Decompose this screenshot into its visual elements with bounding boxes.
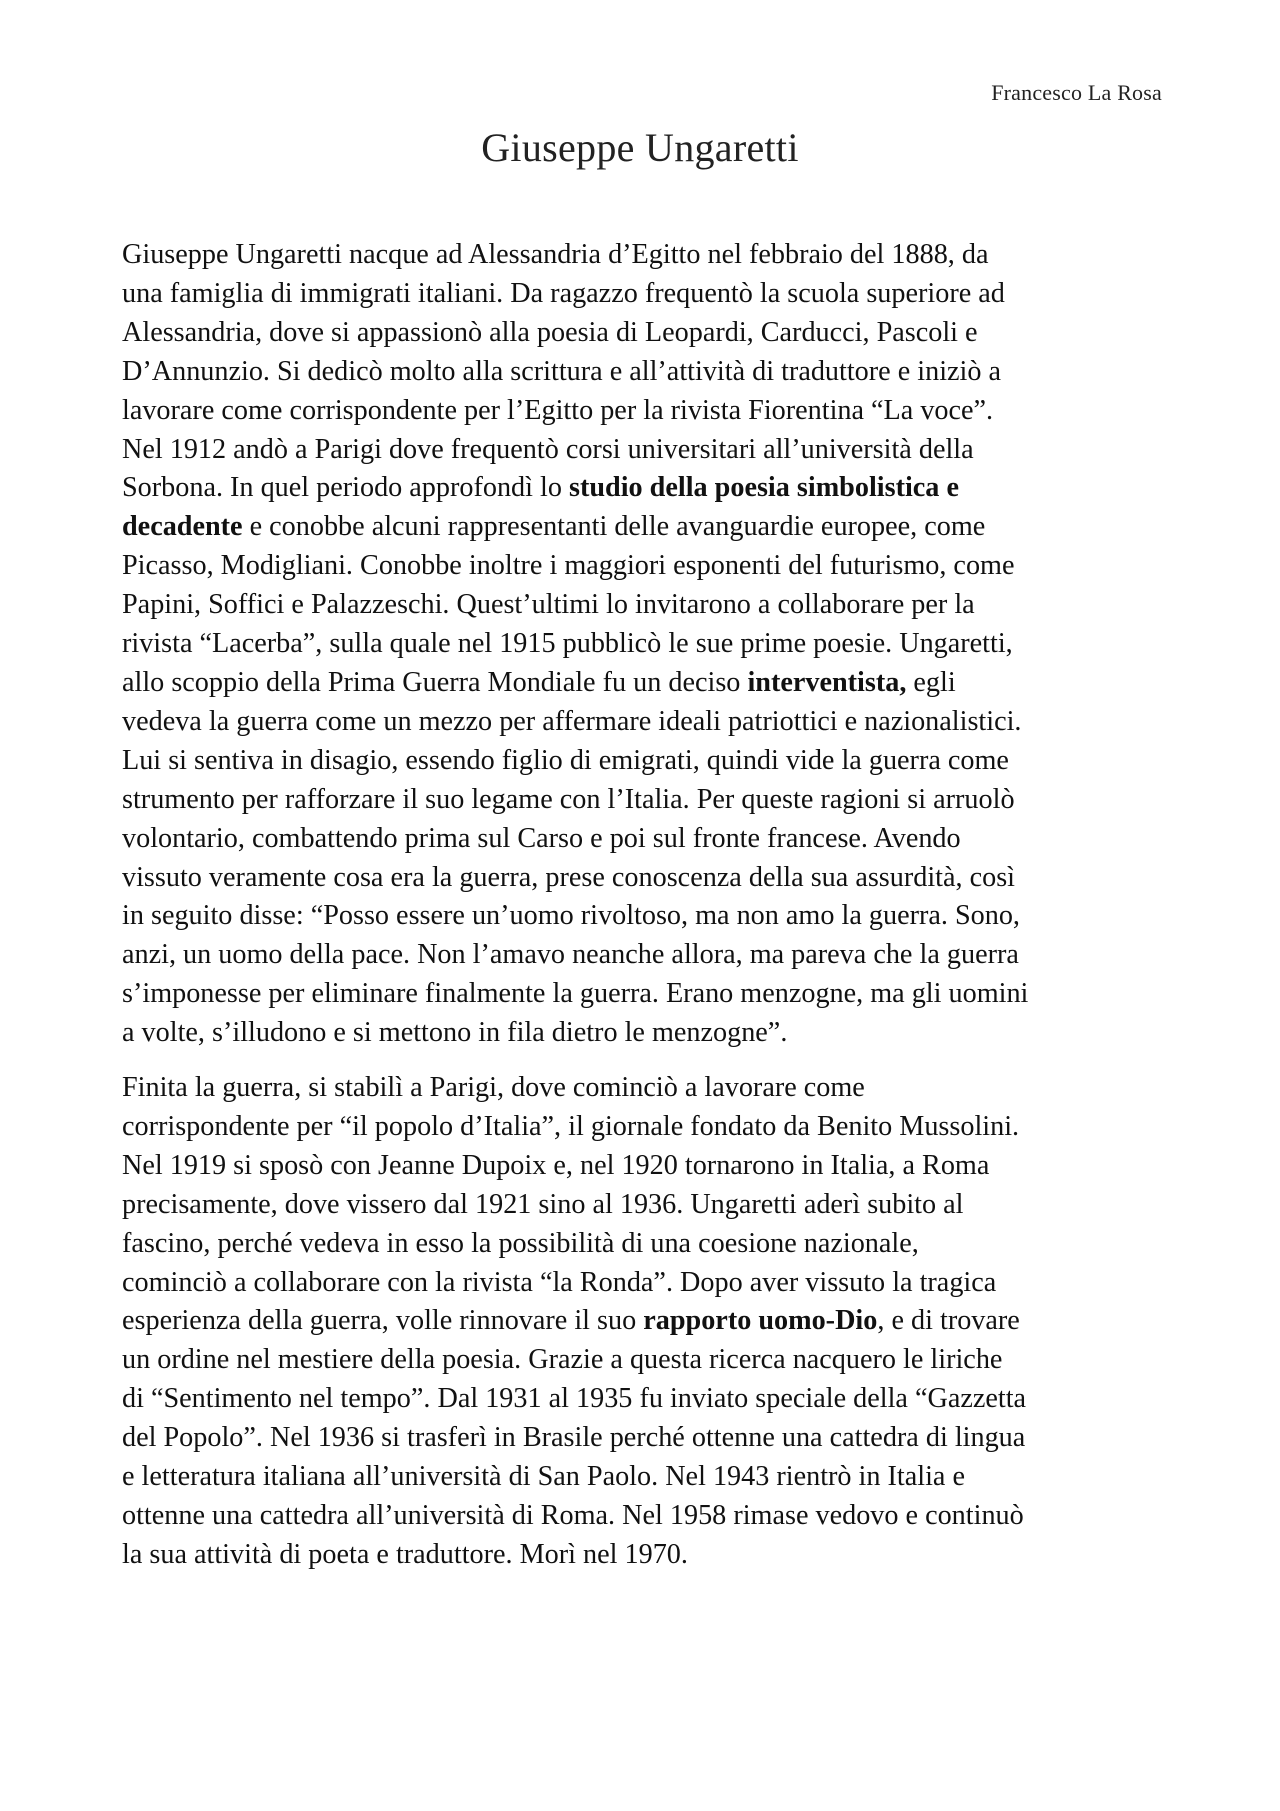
text-segment: Giuseppe Ungaretti nacque ad Alessandria d’Egitto nel febbraio del 1888, da	[122, 239, 989, 270]
author-name: Francesco La Rosa	[991, 80, 1162, 105]
bold-phrase: decadente	[122, 511, 243, 543]
text-line	[122, 859, 1172, 898]
bold-phrase: studio della poesia simbolistica e	[569, 472, 959, 504]
text-segment: , e di trovare	[877, 1305, 1020, 1337]
text-line	[122, 1497, 1172, 1536]
text-line	[122, 1536, 1172, 1575]
text-line	[122, 1380, 1172, 1419]
text-segment: vissuto veramente cosa era la guerra, prese conoscenza della sua assurdità, così	[122, 861, 1016, 893]
text-line	[122, 1186, 1172, 1225]
text-line	[122, 703, 1172, 742]
text-line	[122, 469, 1172, 508]
paragraph	[122, 236, 1172, 1053]
text-segment: Sorbona. In quel periodo approfondì lo	[122, 472, 569, 504]
text-segment: rivista “Lacerba”, sulla quale nel 1915 pubblicò le sue prime poesie. Ungaretti,	[122, 628, 1013, 660]
text-segment: Nel 1912 andò a Parigi dove frequentò corsi universitari all’università della	[122, 433, 974, 465]
text-segment: Nel 1919 si sposò con Jeanne Dupoix e, nel 1920 tornarono in Italia, a Roma	[122, 1149, 990, 1181]
text-segment: vedeva la guerra come un mezzo per affermare ideali patriottici e nazionalistici.	[122, 705, 1022, 737]
text-line	[122, 820, 1172, 859]
text-segment: D’Annunzio. Si dedicò molto alla scrittura e all’attività di traduttore e iniziò a	[122, 355, 1002, 387]
text-segment: una famiglia di immigrati italiani. Da ragazzo frequentò la scuola superiore ad	[122, 277, 1005, 309]
text-line	[122, 1225, 1172, 1264]
text-line	[122, 1014, 1172, 1053]
text-segment: corrispondente per “il popolo d’Italia”, il giornale fondato da Benito Mussolini.	[122, 1110, 1020, 1142]
text-segment: la sua attività di poeta e traduttore. Morì nel 1970.	[122, 1538, 688, 1570]
text-line	[122, 1264, 1172, 1303]
bold-phrase: interventista,	[747, 666, 907, 698]
text-line	[122, 664, 1172, 703]
text-segment: volontario, combattendo prima sul Carso e poi sul fronte francese. Avendo	[122, 822, 961, 854]
text-line	[122, 1458, 1172, 1497]
text-segment: Picasso, Modigliani. Conobbe inoltre i maggiori esponenti del futurismo, come	[122, 550, 1015, 582]
text-segment: di “Sentimento nel tempo”. Dal 1931 al 1935 fu inviato speciale della “Gazzetta	[122, 1383, 1027, 1415]
text-line	[122, 1302, 1172, 1341]
text-segment: anzi, un uomo della pace. Non l’amavo neanche allora, ma pareva che la guerra	[122, 939, 1019, 971]
text-segment: in seguito disse: “Posso essere un’uomo rivoltoso, ma non amo la guerra. Sono,	[122, 900, 1020, 932]
body-text	[122, 236, 1172, 1591]
text-segment: Finita la guerra, si stabilì a Parigi, dove cominciò a lavorare come	[122, 1072, 865, 1104]
text-segment: strumento per rafforzare il suo legame con l’Italia. Per queste ragioni si arruolò	[122, 783, 1015, 815]
text-line	[122, 1147, 1172, 1186]
text-line	[122, 625, 1172, 664]
text-segment: Alessandria, dove si appassionò alla poesia di Leopardi, Carducci, Pascoli e	[122, 316, 978, 348]
text-segment: Lui si sentiva in disagio, essendo figlio di emigrati, quindi vide la guerra come	[122, 744, 1009, 776]
text-line	[122, 975, 1172, 1014]
text-segment: cominciò a collaborare con la rivista “la Ronda”. Dopo aver vissuto la tragica	[122, 1266, 997, 1298]
text-line	[122, 586, 1172, 625]
text-segment: egli	[906, 666, 956, 698]
paragraph	[122, 1069, 1172, 1575]
text-segment: s’imponesse per eliminare finalmente la guerra. Erano menzogne, ma gli uomini	[122, 978, 1029, 1010]
text-line	[122, 392, 1172, 431]
text-line	[122, 275, 1172, 314]
text-line	[122, 781, 1172, 820]
text-segment: precisamente, dove vissero dal 1921 sino al 1936. Ungaretti aderì subito al	[122, 1188, 964, 1220]
text-segment: ottenne una cattedra all’università di Roma. Nel 1958 rimase vedovo e continuò	[122, 1500, 1024, 1531]
page-title: Giuseppe Ungaretti	[481, 125, 799, 170]
text-line	[122, 1069, 1172, 1108]
text-segment: e letteratura italiana all’università di San Paolo. Nel 1943 rientrò in Italia e	[122, 1461, 965, 1493]
text-line	[122, 314, 1172, 353]
text-line	[122, 1341, 1172, 1380]
text-line	[122, 1419, 1172, 1458]
text-segment: Papini, Soffici e Palazzeschi. Quest’ultimi lo invitarono a collaborare per la	[122, 589, 975, 621]
text-line	[122, 897, 1172, 936]
text-line	[122, 742, 1172, 781]
text-line	[122, 353, 1172, 392]
text-line	[122, 431, 1172, 470]
text-line	[122, 236, 1172, 275]
text-segment: a volte, s’illudono e si mettono in fila dietro le menzogne”.	[122, 1017, 788, 1049]
text-segment: lavorare come corrispondente per l’Egitto per la rivista Fiorentina “La voce”.	[122, 394, 994, 426]
text-line	[122, 1108, 1172, 1147]
text-segment: allo scoppio della Prima Guerra Mondiale fu un deciso	[122, 666, 748, 698]
text-line	[122, 936, 1172, 975]
text-line	[122, 547, 1172, 586]
text-segment: esperienza della guerra, volle rinnovare il suo	[122, 1305, 644, 1337]
text-segment: e conobbe alcuni rappresentanti delle avanguardie europee, come	[242, 511, 986, 543]
text-line	[122, 508, 1172, 547]
text-segment: del Popolo”. Nel 1936 si trasferì in Brasile perché ottenne una cattedra di lingua	[122, 1422, 1026, 1454]
text-segment: un ordine nel mestiere della poesia. Grazie a questa ricerca nacquero le liriche	[122, 1344, 1003, 1376]
text-segment: fascino, perché vedeva in esso la possibilità di una coesione nazionale,	[122, 1227, 919, 1259]
bold-phrase: rapporto uomo-Dio	[643, 1305, 878, 1337]
